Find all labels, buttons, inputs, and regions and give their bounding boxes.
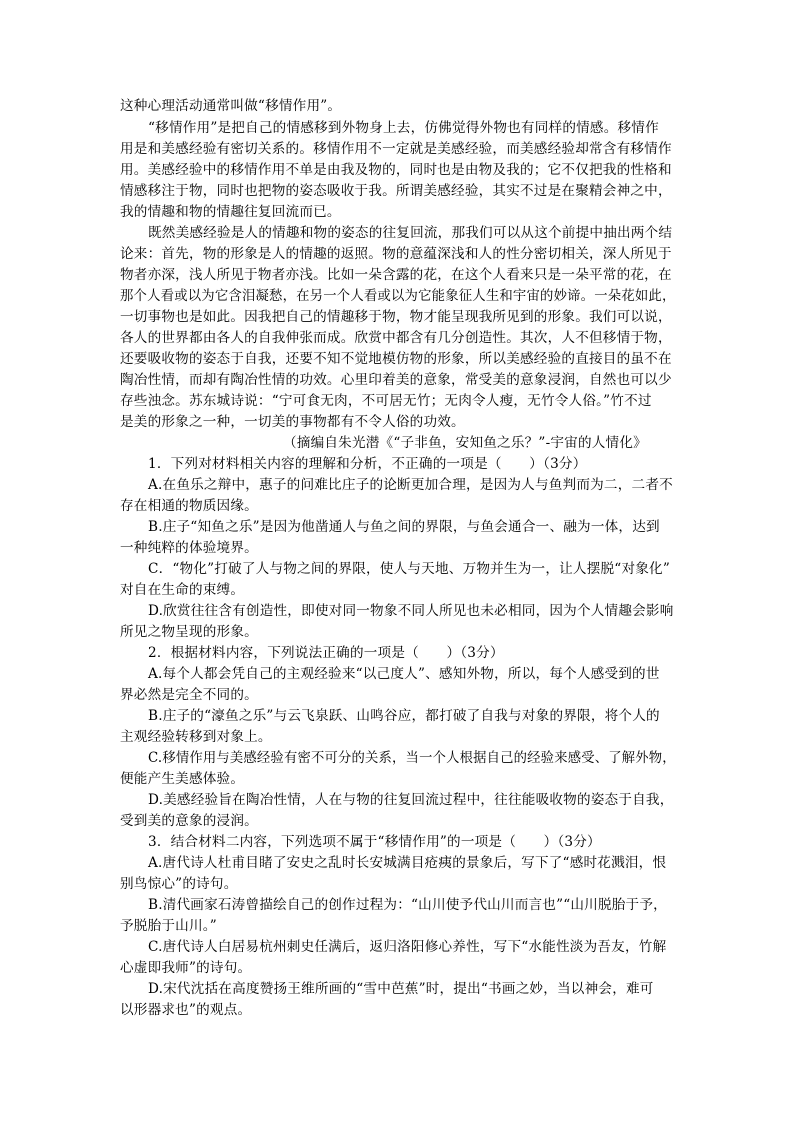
text-line: 既然美感经验是人的情趣和物的姿态的往复回流，那我们可以从这个前提中抽出两个结 xyxy=(148,225,673,241)
text-line: 我的情趣和物的情趣往复回流而已。 xyxy=(120,204,341,220)
option-line: D.美感经验旨在陶冶性情，人在与物的往复回流过程中，往往能吸收物的姿态于自我， xyxy=(148,792,674,808)
option-line: A.在鱼乐之辩中，惠子的问难比庄子的论断更加合理，是因为人与鱼判而为二，二者不 xyxy=(148,477,673,493)
text-line: 用是和美感经验有密切关系的。移情作用不一定就是美感经验，而美感经验却常含有移情作 xyxy=(120,141,672,157)
text-line: 用。美感经验中的移情作用不单是由我及物的，同时也是由物及我的；它不仅把我的性格和 xyxy=(120,162,672,178)
text-line: 存些浊念。苏东城诗说：“宁可食无肉，不可居无竹；无肉令人瘦，无竹令人俗。”竹不过 xyxy=(120,393,652,409)
option-line: 存在相通的物质因缘。 xyxy=(120,498,258,514)
option-line: 对自在生命的束缚。 xyxy=(120,582,245,598)
text-line: 论来：首先，物的形象是人的情趣的返照。物的意蕴深浅和人的性分密切相关，深人所见于 xyxy=(120,246,672,262)
option-line: 予脱胎于山川。” xyxy=(120,918,217,934)
option-line: 界必然是完全不同的。 xyxy=(120,687,258,703)
question-stem: 2．根据材料内容，下列说法正确的一项是（ ）（3分） xyxy=(148,645,504,661)
option-line: 心虚即我师”的诗句。 xyxy=(120,960,252,976)
option-line: 一种纯粹的体验境界。 xyxy=(120,540,258,556)
text-line: 物者亦深，浅人所见于物者亦浅。比如一朵含露的花，在这个人看来只是一朵平常的花，在 xyxy=(120,267,672,283)
text-line: “移情作用”是把自己的情感移到外物身上去，仿佛觉得外物也有同样的情感。移情作 xyxy=(148,120,659,136)
text-line: 这种心理活动通常叫做“移情作用”。 xyxy=(120,98,342,114)
option-line: C．“物化”打破了人与物之间的界限，使人与天地、万物并生为一，让人摆脱“对象化” xyxy=(148,561,670,577)
text-line: 情感移注于物，同时也把物的姿态吸收于我。所谓美感经验，其实不过是在聚精会神之中， xyxy=(120,183,672,199)
text-line: 是美的形象之一种，一切美的事物都有不令人俗的功效。 xyxy=(120,414,465,430)
text-line: 那个人看或以为它含泪凝愁，在另一个人看或以为它能象征人生和宇宙的妙谛。一朵花如此， xyxy=(120,288,676,304)
option-line: B.清代画家石涛曾描绘自己的创作过程为：“山川使予代山川而言也”“山川脱胎于予， xyxy=(148,897,667,913)
option-line: D.欣赏往往含有创造性，即使对同一物象不同人所见也未必相同，因为个人情趣会影响 xyxy=(148,603,674,619)
text-line: 陶冶性情，而却有陶冶性情的功效。心里印着美的意象，常受美的意象浸润，自然也可以少 xyxy=(120,372,672,388)
option-line: 以形器求也”的观点。 xyxy=(120,1002,252,1018)
text-line: 各人的世界都由各人的自我伸张而成。欣赏中都含有几分创造性。其次，人不但移情于物， xyxy=(120,330,672,346)
text-line: 还要吸收物的姿态于自我，还要不知不觉地模仿物的形象，所以美感经验的直接目的虽不在 xyxy=(120,351,672,367)
option-line: B.庄子“知鱼之乐”是因为他凿通人与鱼之间的界限，与鱼会通合一、融为一体，达到 xyxy=(148,519,660,535)
option-line: B.庄子的“濠鱼之乐”与云飞泉跃、山鸣谷应，都打破了自我与对象的界限，将个人的 xyxy=(148,708,660,724)
option-line: C.移情作用与美感经验有密不可分的关系，当一个人根据自己的经验来感受、了解外物， xyxy=(148,750,676,766)
option-line: 受到美的意象的浸润。 xyxy=(120,813,258,829)
option-line: 便能产生美感体验。 xyxy=(120,771,245,787)
source-citation: （摘编自朱光潜《“子非鱼，安知鱼之乐？”-宇宙的人情化》 xyxy=(283,435,647,451)
option-line: A.每个人都会凭自己的主观经验来“以己度人”、感知外物，所以，每个人感受到的世 xyxy=(148,666,660,682)
option-line: 别鸟惊心”的诗句。 xyxy=(120,876,238,892)
option-line: 主观经验转移到对象上。 xyxy=(120,729,272,745)
option-line: C.唐代诗人白居易杭州刺史任满后，返归洛阳修心养性，写下“水能性淡为吾友，竹解 xyxy=(148,939,667,955)
option-line: 所见之物呈现的形象。 xyxy=(120,624,258,640)
text-line: 一切事物也是如此。因我把自己的情趣移于物，物才能呈现我所见到的形象。我们可以说， xyxy=(120,309,672,325)
question-stem: 1．下列对材料相关内容的理解和分析，不正确的一项是（ ）（3分） xyxy=(148,456,587,472)
option-line: D.宋代沈括在高度赞扬王维所画的“雪中芭蕉”时，提出“书画之妙，当以神会，难可 xyxy=(148,981,654,997)
option-line: A.唐代诗人杜甫目睹了安史之乱时长安城满目疮痍的景象后，写下了“感时花溅泪，恨 xyxy=(148,855,667,871)
question-stem: 3．结合材料二内容，下列选项不属于“移情作用”的一项是（ ）（3分） xyxy=(148,834,601,850)
